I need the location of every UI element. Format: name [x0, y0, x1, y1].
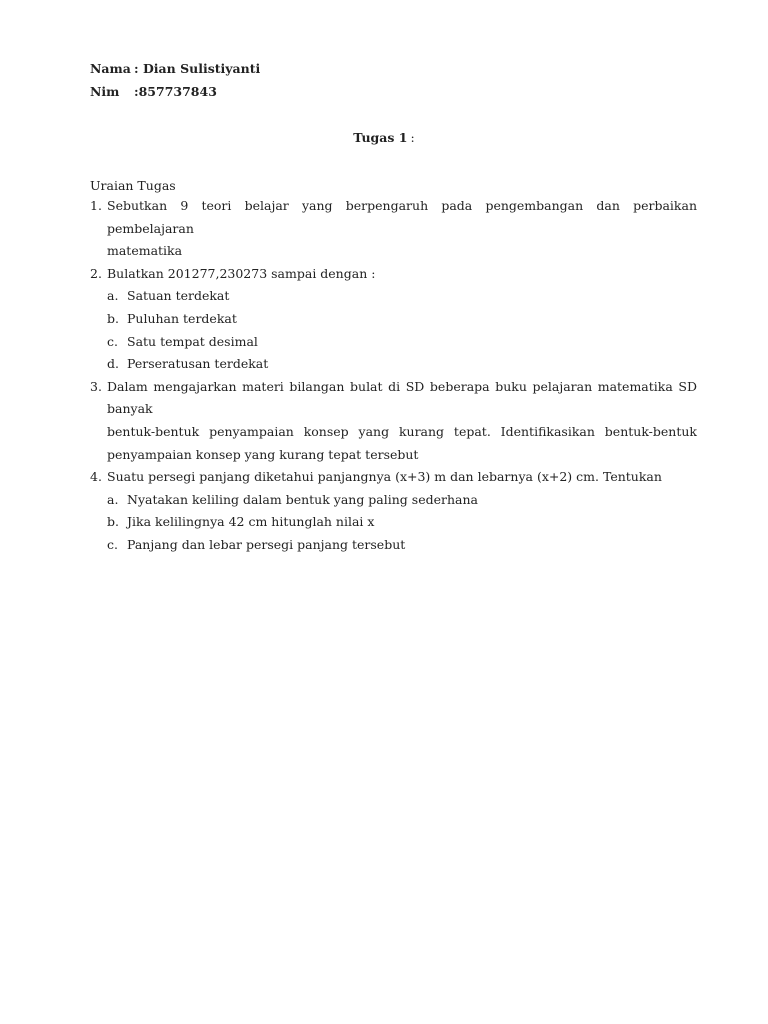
title-text: Tugas 1 [353, 130, 408, 145]
subtask-text: Satuan terdekat [127, 288, 230, 304]
task-text-line: matematika [107, 243, 183, 259]
subtask-item [107, 308, 697, 331]
subtask-item [107, 285, 697, 308]
subtask-letter: d. [107, 356, 119, 372]
nim-row [90, 84, 217, 99]
nama-row [90, 61, 260, 76]
subtask-letter: a. [107, 491, 119, 507]
task-text-line: bentuk-bentuk penyampaian konsep yang kurang tepat. Identifikasikan bentuk-bentuk [107, 423, 697, 439]
nama-label: Nama [90, 61, 131, 76]
task-list [90, 195, 697, 557]
task-text: Suatu persegi panjang diketahui panjangnya (x+3) m dan lebarnya (x+2) cm. Tentukan [107, 469, 662, 485]
subtask-item [107, 331, 697, 354]
subtask-text: Nyatakan keliling dalam bentuk yang paling sederhana [127, 491, 478, 507]
subtask-item [107, 353, 697, 376]
task-item [90, 195, 697, 263]
task-number: 3. [90, 378, 102, 394]
subtask-letter: b. [107, 514, 119, 530]
subtask-text: Panjang dan lebar persegi panjang tersebut [127, 536, 406, 552]
nim-value: :857737843 [134, 84, 217, 99]
task-number: 4. [90, 469, 102, 485]
section-label: Uraian Tugas [90, 178, 176, 193]
subtask-letter: b. [107, 310, 119, 326]
subtask-item [107, 489, 697, 512]
nim-label: Nim [90, 84, 120, 99]
subtask-letter: c. [107, 536, 118, 552]
document-title [0, 130, 768, 145]
subtask-letter: a. [107, 288, 119, 304]
subtask-list [107, 489, 697, 557]
task-text-line: Sebutkan 9 teori belajar yang berpengaruh pada pengembangan dan perbaikan pembelajaran [107, 198, 697, 236]
subtask-text: Perseratusan terdekat [127, 356, 269, 372]
nama-value: : Dian Sulistiyanti [134, 61, 261, 76]
subtask-item [107, 534, 697, 557]
subtask-item [107, 511, 697, 534]
subtask-text: Jika kelilingnya 42 cm hitunglah nilai x [127, 514, 375, 530]
task-number: 2. [90, 265, 102, 281]
subtask-text: Satu tempat desimal [127, 333, 258, 349]
task-text-line: penyampaian konsep yang kurang tepat tersebut [107, 446, 419, 462]
title-colon: : [410, 130, 415, 145]
task-number: 1. [90, 198, 102, 213]
subtask-letter: c. [107, 333, 118, 349]
task-item [90, 376, 697, 466]
task-text: Bulatkan 201277,230273 sampai dengan : [107, 265, 376, 281]
task-item [90, 466, 697, 556]
subtask-list [107, 285, 697, 375]
subtask-text: Puluhan terdekat [127, 310, 237, 326]
task-item [90, 263, 697, 376]
task-text-line: Dalam mengajarkan materi bilangan bulat di SD beberapa buku pelajaran matematika SD banyak [107, 378, 697, 417]
